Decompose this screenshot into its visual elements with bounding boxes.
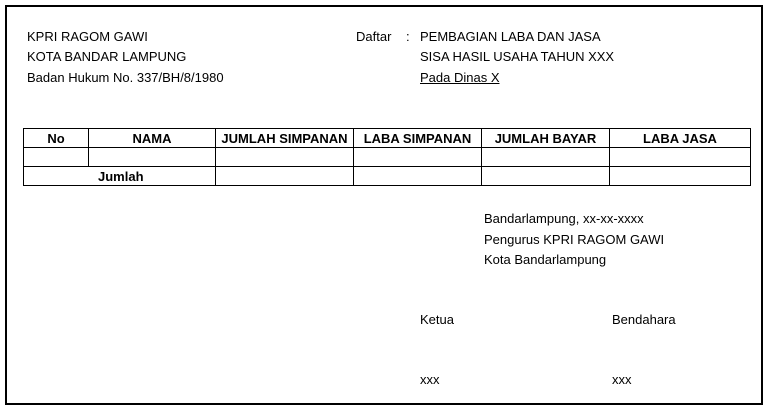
daftar-label: Daftar: [356, 29, 392, 44]
table-cell: [216, 148, 354, 167]
daftar-colon: :: [406, 29, 410, 44]
table-total-row: [24, 167, 751, 186]
signature-city: Kota Bandarlampung: [484, 252, 607, 267]
table-cell: [610, 167, 751, 186]
column-header: LABA JASA: [610, 129, 751, 148]
legal-number: Badan Hukum No. 337/BH/8/1980: [27, 70, 224, 85]
doc-title-line3: Pada Dinas X: [420, 70, 500, 85]
ketua-name: xxx: [420, 372, 440, 387]
table-cell: [482, 148, 610, 167]
table-cell: [24, 148, 89, 167]
doc-title-line2: SISA HASIL USAHA TAHUN XXX: [420, 49, 615, 64]
doc-title-line1: PEMBAGIAN LABA DAN JASA: [420, 29, 601, 44]
place-date: Bandarlampung, xx-xx-xxxx: [484, 211, 644, 226]
column-header: No: [24, 129, 89, 148]
column-header: LABA SIMPANAN: [354, 129, 482, 148]
signature-org: Pengurus KPRI RAGOM GAWI: [484, 232, 665, 247]
distribution-table: [23, 128, 751, 186]
bendahara-name: xxx: [612, 372, 632, 387]
column-header: JUMLAH BAYAR: [482, 129, 610, 148]
org-name: KPRI RAGOM GAWI: [27, 29, 148, 44]
table-cell: [610, 148, 751, 167]
table-header-row: [24, 129, 751, 148]
total-label: Jumlah: [24, 167, 216, 186]
bendahara-label: Bendahara: [612, 312, 676, 327]
table-row: [24, 148, 751, 167]
column-header: NAMA: [89, 129, 216, 148]
table-cell: [216, 167, 354, 186]
table-cell: [354, 148, 482, 167]
column-header: JUMLAH SIMPANAN: [216, 129, 354, 148]
table-cell: [89, 148, 216, 167]
table-cell: [482, 167, 610, 186]
org-city: KOTA BANDAR LAMPUNG: [27, 49, 187, 64]
ketua-label: Ketua: [420, 312, 454, 327]
table-cell: [354, 167, 482, 186]
